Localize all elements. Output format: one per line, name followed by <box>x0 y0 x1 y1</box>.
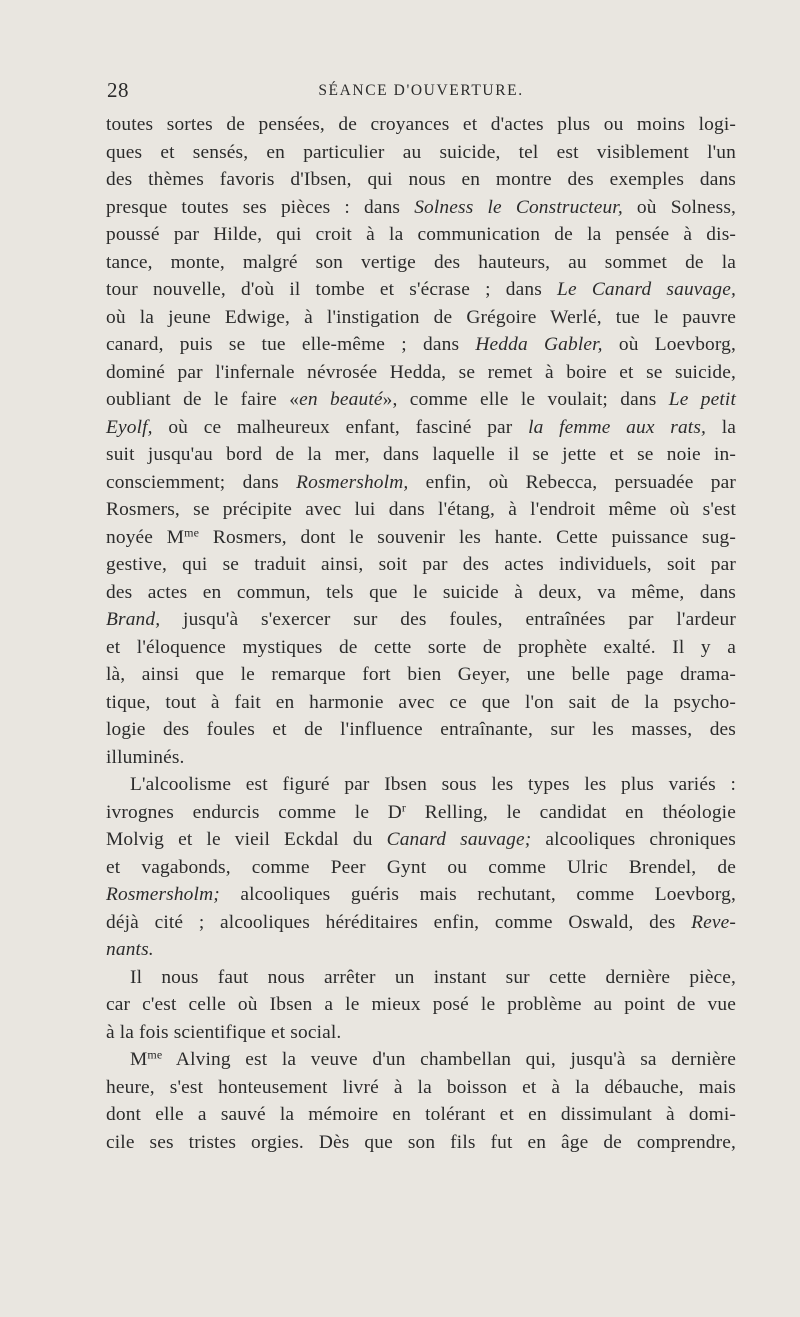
italic-text: nants. <box>106 939 154 960</box>
italic-text: Eyolf, <box>106 416 153 438</box>
text-segment: la <box>706 416 737 438</box>
text-segment: poussé par Hilde, qui croit à la communication de la pensée à dis- <box>106 224 736 245</box>
text-line <box>106 331 736 359</box>
text-segment: L'alcoolisme est figuré par Ibsen sous les types les plus variés : <box>130 774 736 795</box>
text-segment: ivrognes endurcis comme le D <box>106 801 402 823</box>
body-text <box>106 111 736 1156</box>
text-line <box>106 854 736 882</box>
text-line <box>106 881 736 909</box>
text-segment: consciemment; dans <box>106 471 297 493</box>
text-segment: tance, monte, malgré son vertige des hauteurs, au sommet de la <box>106 251 736 273</box>
text-segment: des actes en commun, tels que le suicide à deux, va même, dans <box>106 581 736 603</box>
text-segment: et l'éloquence mystiques de cette sorte de prophète exalté. Il y a <box>106 636 736 658</box>
text-segment: Alving est la veuve d'un chambellan qui, jusqu'à sa dernière <box>162 1049 736 1070</box>
text-line <box>106 414 736 442</box>
text-segment: à la fois scientifique et social. <box>106 1021 342 1043</box>
italic-text: la femme aux rats, <box>528 416 707 438</box>
text-line <box>106 386 736 414</box>
italic-text: Solness le Constructeur, <box>414 196 623 218</box>
italic-text: Reve- <box>691 911 736 933</box>
text-line <box>106 1101 736 1129</box>
text-segment: Rosmers, dont le souvenir les hante. Cette puissance sug- <box>199 526 736 548</box>
text-line <box>106 936 736 964</box>
text-segment: M <box>130 1049 148 1070</box>
text-segment: alcooliques chroniques <box>531 829 736 850</box>
text-line <box>106 551 736 579</box>
text-segment: oubliant de le faire « <box>106 389 300 410</box>
superscript: r <box>401 799 407 814</box>
italic-text: Rosmersholm, <box>296 471 409 493</box>
italic-text: Rosmersholm; <box>106 884 220 905</box>
text-segment: logie des foules et de l'influence entraînante, sur les masses, des <box>106 719 736 740</box>
text-line <box>106 441 736 469</box>
text-line <box>106 744 736 772</box>
italic-text: en beauté <box>299 389 383 410</box>
text-line <box>106 139 736 167</box>
text-line <box>106 194 736 222</box>
text-segment: des thèmes favoris d'Ibsen, qui nous en montre des exemples dans <box>106 169 736 190</box>
text-line <box>106 716 736 744</box>
text-segment: », comme elle le voulait; dans <box>382 389 669 410</box>
text-segment: et vagabonds, comme Peer Gynt ou comme Ulric Brendel, de <box>106 856 736 878</box>
text-segment: où Solness, <box>622 196 737 218</box>
text-line <box>106 1046 736 1074</box>
text-segment: noyée M <box>106 526 185 548</box>
text-line <box>106 469 736 497</box>
text-segment: alcooliques guéris mais rechutant, comme Loevborg, <box>219 884 736 905</box>
text-line <box>106 661 736 689</box>
text-segment: tour nouvelle, d'où il tombe et s'écrase ; dans <box>106 279 558 300</box>
text-line <box>106 249 736 277</box>
text-segment: gestive, qui se traduit ainsi, soit par des actes individuels, soit par <box>106 554 736 575</box>
text-segment: heure, s'est honteusement livré à la boisson et à la débauche, mais <box>106 1076 736 1098</box>
text-segment: tique, tout à fait en harmonie avec ce que l'on sait de la psycho- <box>106 691 736 713</box>
italic-text: Hedda Gabler, <box>475 334 603 355</box>
text-line <box>106 689 736 717</box>
text-segment: car c'est celle où Ibsen a le mieux posé le problème au point de vue <box>106 994 736 1015</box>
text-segment: suit jusqu'au bord de la mer, dans laquelle il se jette et se noie in- <box>106 444 736 465</box>
text-line <box>106 799 736 827</box>
text-segment: où ce malheureux enfant, fasciné par <box>152 416 529 438</box>
text-segment: Rosmers, se précipite avec lui dans l'étang, à l'endroit même où s'est <box>106 499 736 520</box>
text-line <box>106 991 736 1019</box>
superscript: me <box>147 1047 163 1062</box>
text-line <box>106 304 736 332</box>
text-segment: où Loevborg, <box>602 334 736 355</box>
text-segment: canard, puis se tue elle-même ; dans <box>106 334 476 355</box>
text-segment: illuminés. <box>106 746 185 768</box>
text-line <box>106 826 736 854</box>
superscript: me <box>184 524 200 539</box>
italic-text: Le Canard sauvage, <box>557 279 736 300</box>
italic-text: Canard sauvage; <box>386 829 532 850</box>
text-line <box>106 496 736 524</box>
text-line <box>106 524 736 552</box>
text-segment: Molvig et le vieil Eckdal du <box>106 829 387 850</box>
text-segment: cile ses tristes orgies. Dès que son fils fut en âge de comprendre, <box>106 1131 736 1153</box>
text-line <box>106 1019 736 1047</box>
italic-text: Brand, <box>106 609 161 630</box>
text-line <box>106 606 736 634</box>
text-line <box>106 909 736 937</box>
text-line <box>106 634 736 662</box>
text-line <box>106 111 736 139</box>
text-segment: ques et sensés, en particulier au suicide, tel est visiblement l'un <box>106 141 736 163</box>
text-segment: toutes sortes de pensées, de croyances et d'actes plus ou moins logi- <box>106 114 736 135</box>
running-title: SÉANCE D'OUVERTURE. <box>318 82 524 99</box>
text-line <box>106 579 736 607</box>
text-line <box>106 166 736 194</box>
text-line <box>106 771 736 799</box>
text-segment: dont elle a sauvé la mémoire en tolérant et en dissimulant à domi- <box>106 1104 736 1125</box>
text-segment: dominé par l'infernale névrosée Hedda, se remet à boire et se suicide, <box>106 361 736 383</box>
text-segment: où la jeune Edwige, à l'instigation de Grégoire Werlé, tue le pauvre <box>106 306 736 328</box>
text-segment: Il nous faut nous arrêter un instant sur cette dernière pièce, <box>130 966 736 988</box>
text-segment: déjà cité ; alcooliques héréditaires enfin, comme Oswald, des <box>106 911 692 933</box>
text-segment: presque toutes ses pièces : dans <box>106 196 415 218</box>
page-number: 28 <box>107 78 129 102</box>
text-line <box>106 964 736 992</box>
text-segment: enfin, où Rebecca, persuadée par <box>408 471 736 493</box>
running-head <box>107 78 735 104</box>
italic-text: Le petit <box>668 389 737 410</box>
text-line <box>106 359 736 387</box>
text-line <box>106 1129 736 1157</box>
text-segment: jusqu'à s'exercer sur des foules, entraînées par l'ardeur <box>160 609 736 630</box>
text-line <box>106 1074 736 1102</box>
text-segment: là, ainsi que le remarque fort bien Geyer, une belle page drama- <box>106 664 736 685</box>
text-segment: Relling, le candidat en théologie <box>406 801 736 823</box>
text-line <box>106 276 736 304</box>
text-line <box>106 221 736 249</box>
